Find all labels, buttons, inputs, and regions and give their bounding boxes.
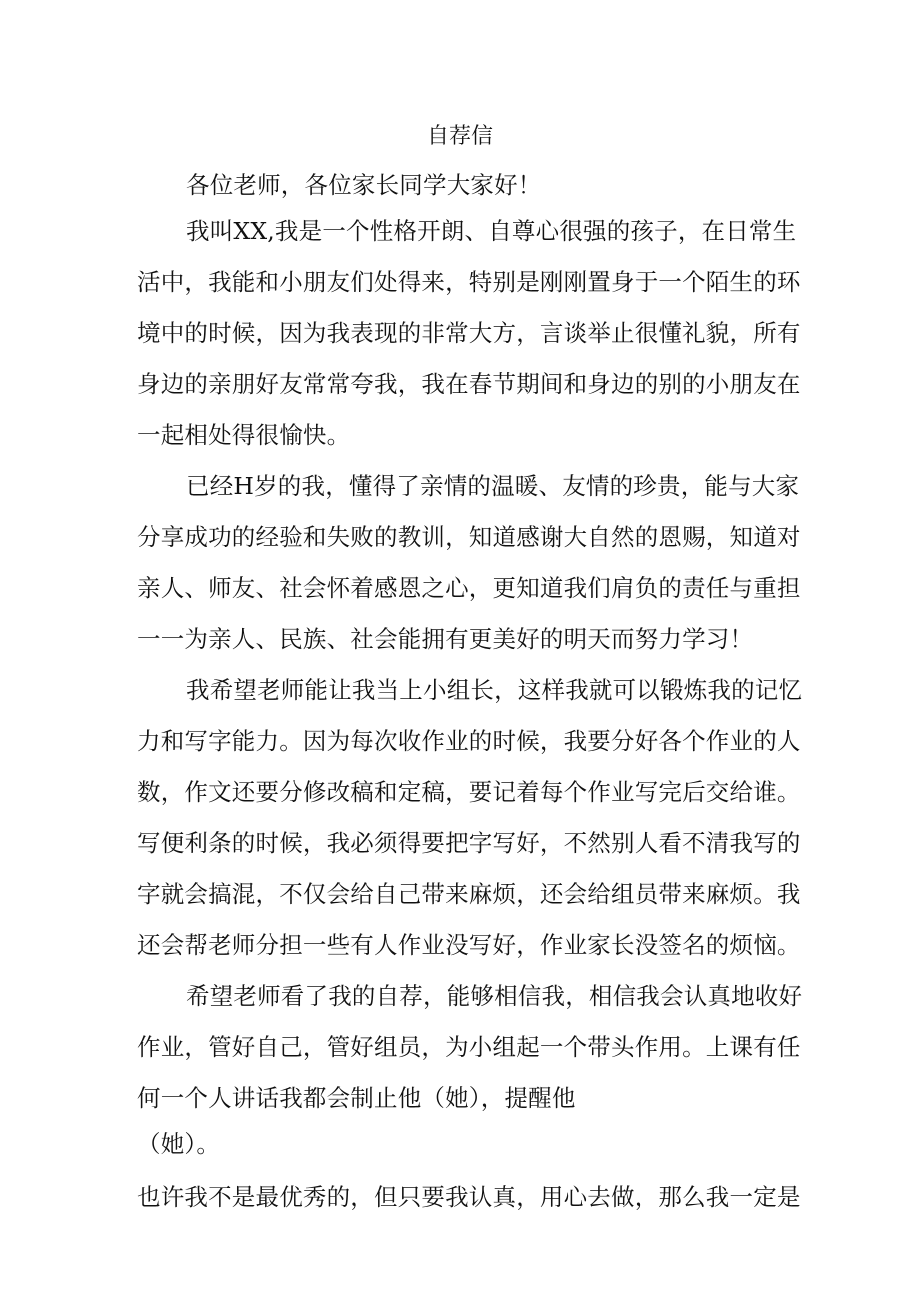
paragraph-line: 也许我不是最优秀的，但只要我认真，用心去做，那么我一定是 — [137, 1183, 801, 1211]
paragraph-line: 亲人、师友、社会怀着感恩之心，更知道我们肩负的责任与重担 — [137, 574, 801, 602]
paragraph-line: （她）。 — [137, 1130, 221, 1158]
paragraph-line: 数，作文还要分修改稿和定稿，要记着每个作业写完后交给谁。 — [137, 778, 801, 806]
paragraph-line: 我叫XX,我是一个性格开朗、自尊心很强的孩子，在日常生 — [186, 217, 797, 245]
paragraph-line: 一起相处得很愉快。 — [137, 421, 351, 449]
paragraph-line: 作业，管好自己，管好组员，为小组起一个带头作用。上课有任 — [137, 1033, 801, 1061]
paragraph-line: 一一为亲人、民族、社会能拥有更美好的明天而努力学习！ — [137, 625, 754, 653]
paragraph-line: 还会帮老师分担一些有人作业没写好，作业家长没签名的烦恼。 — [137, 931, 801, 959]
paragraph-line: 活中，我能和小朋友们处得来，特别是刚刚置身于一个陌生的环 — [137, 268, 801, 296]
greeting-line: 各位老师，各位家长同学大家好！ — [186, 171, 542, 199]
paragraph-line: 希望老师看了我的自荐，能够相信我，相信我会认真地收好 — [186, 982, 803, 1010]
paragraph-line: 力和写字能力。因为每次收作业的时候，我要分好各个作业的人 — [137, 727, 801, 755]
paragraph-line: 身边的亲朋好友常常夸我，我在春节期间和身边的别的小朋友在 — [137, 370, 801, 398]
paragraph-line: 分享成功的经验和失败的教训，知道感谢大自然的恩赐，知道对 — [137, 523, 801, 551]
paragraph-line: 已经H岁的我，懂得了亲情的温暖、友情的珍贵，能与大家 — [186, 472, 800, 500]
paragraph-line: 何一个人讲话我都会制止他（她），提醒他 — [137, 1084, 576, 1112]
paragraph-line: 字就会搞混，不仅会给自己带来麻烦，还会给组员带来麻烦。我 — [137, 880, 801, 908]
letter-title: 自荐信 — [426, 124, 493, 149]
paragraph-line: 我希望老师能让我当上小组长，这样我就可以锻炼我的记忆 — [186, 676, 803, 704]
paragraph-line: 境中的时候，因为我表现的非常大方，言谈举止很懂礼貌，所有 — [137, 319, 801, 347]
paragraph-line: 写便利条的时候，我必须得要把字写好，不然别人看不清我写的 — [137, 829, 801, 857]
